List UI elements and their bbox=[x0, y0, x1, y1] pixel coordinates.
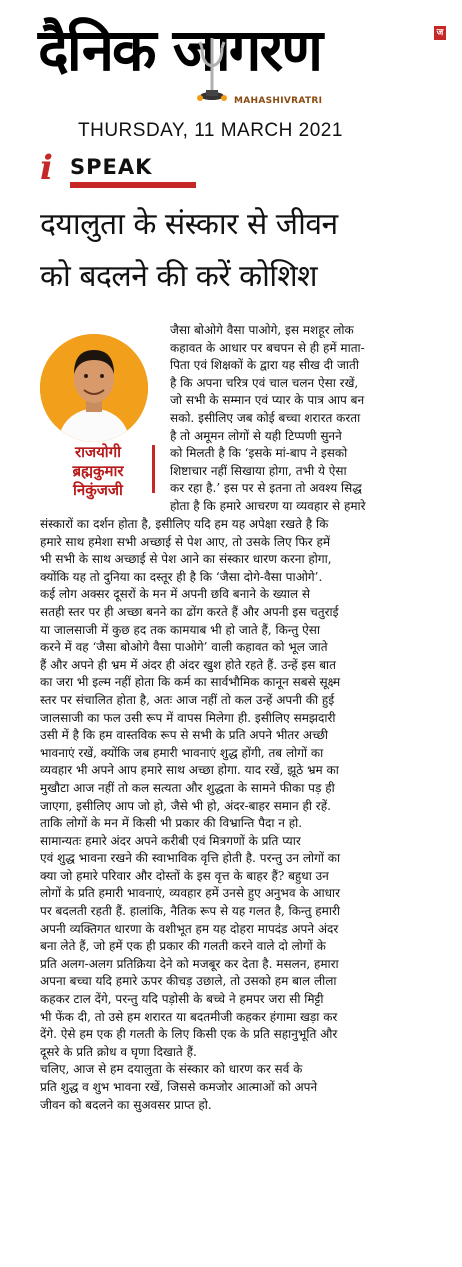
headline-line: दयालुता के संस्कार से जीवन bbox=[40, 207, 338, 242]
article-line: सको. इसीलिए जब कोई बच्चा शरारत करता bbox=[170, 410, 361, 425]
trishul-icon bbox=[196, 38, 228, 106]
article-line: ताकि लोगों के मन में किसी भी प्रकार की विभ्रान्ति पैदा न हो. bbox=[40, 816, 303, 831]
article-line: का जरा भी इल्म नहीं होता कि कर्म का सार्वभौमिक कानून सबसे सूक्ष्म bbox=[40, 675, 341, 690]
article-line: उसी में है कि हम वास्तविक रूप से सभी के प्रति अपने भीतर अच्छी bbox=[40, 728, 329, 743]
article-line: मुखौटा आज नहीं तो कल सत्यता और शुद्धता के सामने फीका पड़ ही bbox=[40, 780, 335, 795]
author-byline bbox=[42, 443, 154, 500]
article-line: है तो अमूमन लोगों से यही टिप्पणी सुनने bbox=[170, 428, 342, 443]
byline-line: ब्रह्मकुमार bbox=[72, 462, 124, 480]
article-line: प्रति अलग-अलग प्रतिक्रिया देने को मजबूर कर देता है. मसलन, हमारा bbox=[40, 956, 339, 971]
article-line: हमारे साथ हमेशा सभी अच्छाई से पेश आए, तो उसके लिए फिर हमें bbox=[40, 534, 331, 549]
article-line: या जालसाजी में कुछ हद तक कामयाब भी हो जाते हैं, किन्तु ऐसा bbox=[40, 622, 321, 637]
article-line: जो सभी के सम्मान एवं प्यार के पात्र आप बन bbox=[170, 393, 365, 408]
article-line: स्तर पर संचालित होता है, अतः आज नहीं तो कल उन्हें अपनी की हुई bbox=[40, 692, 335, 707]
article-line: अपनी व्यक्तिगत धारणा के वशीभूत हम यह दोहरा मापदंड अपने अंदर bbox=[40, 921, 339, 936]
article-body bbox=[40, 516, 454, 1114]
dateline: THURSDAY, 11 MARCH 2021 bbox=[78, 120, 343, 141]
article-line: भावनाएं रखें, क्योंकि जब हमारी भावनाएं शुद्ध होंगी, तब लोगों का bbox=[40, 745, 324, 760]
article-line: बना लेते हैं, जो हमें एक ही प्रकार की गलती करने वाले दो लोगों के bbox=[40, 939, 326, 954]
article-line: कहकर टाल देंगे, परन्तु यदि पड़ोसी के बच्चे ने हमपर जरा सी मिट्टी bbox=[40, 992, 324, 1007]
author-portrait-image bbox=[40, 334, 148, 442]
article-line: एवं शुद्ध भावना रखने की स्वाभाविक वृत्ति होती है. परन्तु उन लोगों का bbox=[40, 851, 341, 866]
article-line: अपना बच्चा यदि हमारे ऊपर कीचड़ उछाले, तो उसको हम बाल लीला bbox=[40, 974, 337, 989]
article-line: शिष्टाचार नहीं सिखाया होगा, तभी ये ऐसा bbox=[170, 463, 347, 478]
article-line: चलिए, आज से हम दयालुता के संस्कार को धारण कर सर्व के bbox=[40, 1062, 303, 1077]
article-line: जैसा बोओगे वैसा पाओगे, इस मशहूर लोक bbox=[170, 323, 354, 337]
article-line: प्रति शुद्ध व शुभ भावना रखें, जिससे कमजोर आत्माओं को अपने bbox=[40, 1080, 318, 1094]
section-mark: i bbox=[40, 148, 53, 188]
section-underline bbox=[70, 182, 196, 188]
byline-line: राजयोगी bbox=[74, 443, 122, 461]
article-line: सामान्यतः हमारे अंदर अपने करीबी एवं मित्रगणों के प्रति प्यार bbox=[40, 833, 301, 848]
headline bbox=[40, 199, 460, 303]
article-line: को मिलती है कि ‘इसके मां-बाप ने इसको bbox=[170, 446, 348, 461]
article-line: जालसाजी का फल उसी रूप में वापस मिलेगा ही. इसीलिए समझदारी bbox=[40, 710, 336, 725]
byline-divider bbox=[152, 445, 155, 493]
article-line: क्या जो हमारे परिवार और दोस्तों के इस वृत्त के बाहर हैं? बहुधा उन bbox=[40, 868, 329, 883]
article-line: है कि अपना चरित्र एवं चाल चलन ऐसा रखें, bbox=[170, 375, 359, 390]
article-line: जाएगा, इसीलिए आप जो हो, जैसे भी हो, अंदर-बाहर समान ही रहें. bbox=[40, 798, 331, 813]
article-line: कहावत के आधार पर बचपन से ही हमें माता- bbox=[170, 340, 365, 355]
article-line: होता है कि हमारे आचरण या व्यवहार से हमारे bbox=[170, 498, 366, 513]
article-line: भी सभी के साथ अच्छाई से पेश आने का संस्कार धारण करना होगा, bbox=[40, 552, 332, 567]
masthead bbox=[0, 0, 462, 118]
article-line: कई लोग अक्सर दूसरों के मन में अपनी छवि बनाने के ख्याल से bbox=[40, 587, 311, 602]
newspaper-name: दैनिक जागरण bbox=[38, 16, 322, 84]
section-name: SPEAK bbox=[70, 155, 153, 179]
article-line: भी फेंक दी, तो उसे हम शरारत या बदतमीजी कहकर हंगामा खड़ा कर bbox=[40, 1009, 338, 1024]
article-line: देंगे. ऐसे हम एक ही गलती के लिए किसी एक के प्रति सहानुभूति और bbox=[40, 1027, 338, 1042]
article-line: जीवन को बदलने का सुअवसर प्राप्त हो. bbox=[40, 1097, 212, 1112]
article-line: सतही स्तर पर ही अच्छा बनने का ढोंग करते हैं और अपनी इस चतुराई bbox=[40, 604, 339, 619]
article-line: पर बदलती रहती हैं. हालांकि, नैतिक रूप से यह गलत है, किन्तु हमारी bbox=[40, 904, 340, 919]
masthead-tag: MAHASHIVRATRI bbox=[234, 96, 323, 106]
byline-line: निकुंजजी bbox=[73, 481, 123, 499]
article-intro bbox=[170, 322, 454, 516]
article-line: लोगों के प्रति हमारी भावनाएं, व्यवहार हमें उनसे हुए अनुभव के आधार bbox=[40, 886, 341, 901]
headline-line: को बदलने की करें कोशिश bbox=[40, 259, 318, 294]
article-line: व्यवहार भी अपने आप हमारे साथ अच्छा होगा. याद रखें, झूठे भ्रम का bbox=[40, 763, 339, 778]
article-line: कर रहा है.’ इस पर से इतना तो अवश्य सिद्ध bbox=[170, 481, 362, 496]
section-label bbox=[40, 150, 220, 188]
corner-badge: ज bbox=[434, 26, 446, 40]
article-line: क्योंकि यह तो दुनिया का दस्तूर ही है कि ‘जैसा दोगे-वैसा पाओगे’. bbox=[40, 569, 323, 584]
article-line: संस्कारों का दर्शन होता है, इसीलिए यदि हम यह अपेक्षा रखते है कि bbox=[40, 517, 329, 531]
article-line: हैं और अपने ही भ्रम में अंदर ही अंदर खुश होते रहते हैं. उन्हें इस बात bbox=[40, 657, 337, 672]
article-line: दूसरे के प्रति क्रोध व घृणा दिखाते हैं. bbox=[40, 1044, 197, 1059]
article-line: पिता एवं शिक्षकों के द्वारा यह सीख दी जाती bbox=[170, 358, 359, 373]
author-photo bbox=[40, 334, 148, 442]
article-line: करने में वह ‘जैसा बोओगे वैसा पाओगे’ वाली कहावत को भूल जाते bbox=[40, 640, 328, 655]
